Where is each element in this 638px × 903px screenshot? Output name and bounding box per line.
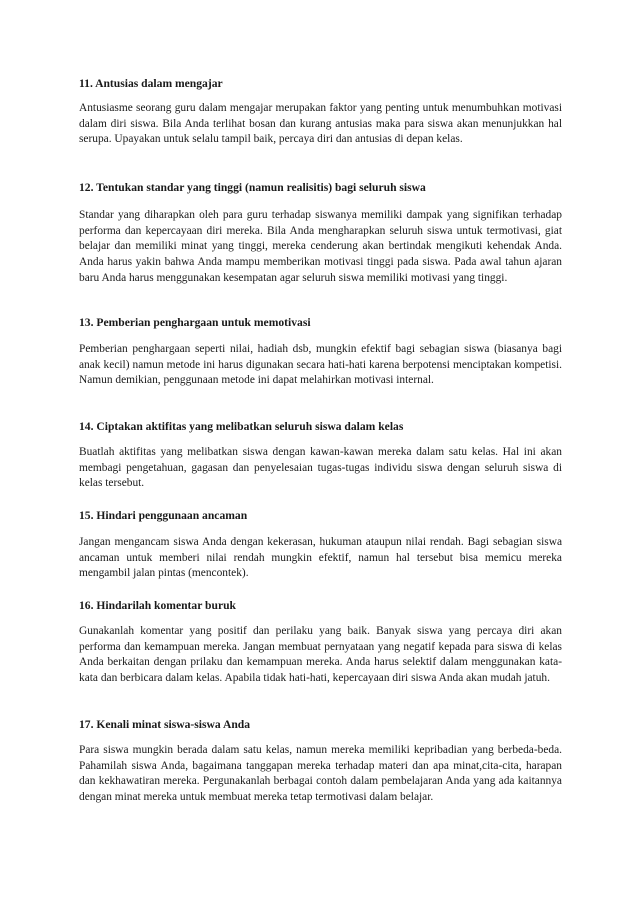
section-text-17: Para siswa mungkin berada dalam satu kelas, namun mereka memiliki kepribadian yang berbeda-beda. Pahamilah siswa Anda, bagaimana tanggapan mereka terhadap materi dan apa minat,cita-cita, harapan dan kekhawatiran mereka. Pergunakanlah berbagai contoh dalam pembelajaran Anda yang ada kaitannya dengan minat mereka untuk membuat mereka tetap termotivasi dalam belajar. [79,744,562,804]
section-heading-13: 13. Pemberian penghargaan untuk memotivasi [79,316,311,329]
section-text-15: Jangan mengancam siswa Anda dengan kekerasan, hukuman ataupun nilai rendah. Bagi sebagian siswa ancaman untuk memberi nilai rendah mungkin efektif, namun hal tersebut bisa memicu mereka mengambil jalan pintas (mencontek). [79,536,562,580]
section-heading-11: 11. Antusias dalam mengajar [79,77,223,90]
section-heading-15: 15. Hindari penggunaan ancaman [79,509,248,522]
section-heading-17: 17. Kenali minat siswa-siswa Anda [79,718,251,731]
section-heading-14: 14. Ciptakan aktifitas yang melibatkan seluruh siswa dalam kelas [79,420,404,433]
section-heading-16: 16. Hindarilah komentar buruk [79,599,236,612]
section-text-16: Gunakanlah komentar yang positif dan perilaku yang baik. Banyak siswa yang percaya diri akan performa dan kemampuan mereka. Jangan membuat pernyataan yang negatif kepada para siswa di kelas Anda berkaitan dengan prilaku dan kemampuan mereka. Anda harus selektif dalam menggunakan kata-kata dan berbicara dalam kelas. Apabila tidak hati-hati, kepercayaan diri siswa Anda akan mudah jatuh. [79,625,562,685]
section-heading-12: 12. Tentukan standar yang tinggi (namun realisitis) bagi seluruh siswa [79,181,426,194]
section-text-11: Antusiasme seorang guru dalam mengajar merupakan faktor yang penting untuk menumbuhkan motivasi dalam diri siswa. Bila Anda terlihat bosan dan kurang antusias maka para siswa akan menunjukkan hal serupa. Upayakan untuk selalu tampil baik, percaya diri dan antusias di depan kelas. [79,102,562,146]
section-text-14: Buatlah aktifitas yang melibatkan siswa dengan kawan-kawan mereka dalam satu kelas. Hal ini akan membagi pengetahuan, gagasan dan penyelesaian tugas-tugas individu siswa dengan seluruh siswa di kelas tersebut. [79,446,562,490]
section-text-12: Standar yang diharapkan oleh para guru terhadap siswanya memiliki dampak yang signifikan terhadap performa dan kepercayaan diri mereka. Bila Anda mengharapkan seluruh siswa untuk termotivasi, giat belajar dan memiliki minat yang tinggi, mereka cenderung akan bertindak mengikuti kehendak Anda. Anda harus yakin bahwa Anda mampu memberikan motivasi tinggi pada siswa. Pada awal tahun ajaran baru Anda harus menggunakan kesempatan agar seluruh siswa memiliki motivasi yang tinggi. [79,209,562,284]
section-text-13: Pemberian penghargaan seperti nilai, hadiah dsb, mungkin efektif bagi sebagian siswa (biasanya bagi anak kecil) namun metode ini harus digunakan secara hati-hati karena berpotensi menciptakan kompetisi. Namun demikian, penggunaan metode ini dapat melahirkan motivasi internal. [79,343,562,387]
